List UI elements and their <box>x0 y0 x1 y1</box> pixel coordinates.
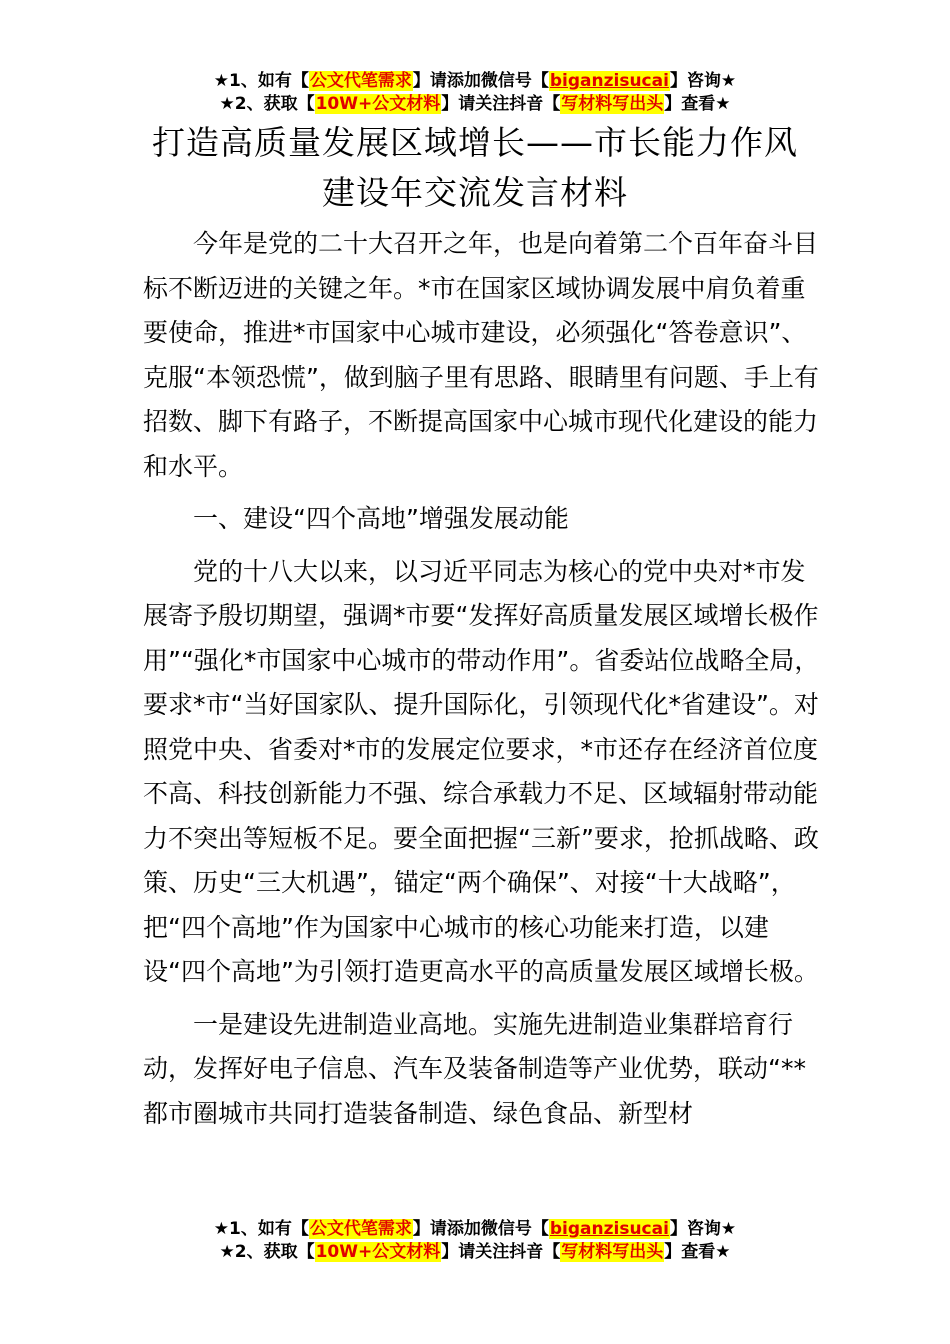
section-heading: 一、建设“四个高地”增强发展动能 <box>193 504 569 533</box>
paragraph: 一是建设先进制造业高地。实施先进制造业集群培育行动，发挥好电子信息、汽车及装备制造等产业优势，联动“**都市圈城市共同打造装备制造、绿色食品、新型材 <box>143 1009 806 1128</box>
banner-text: ★2、获取【 <box>219 1242 315 1262</box>
banner-text: 】请关注抖音【 <box>441 1242 561 1262</box>
title-line-1: 打造高质量发展区域增长——市长能力作风 <box>152 123 798 162</box>
douyin-highlight: 写材料写出头 <box>561 94 664 114</box>
banner-text: 】咨询★ <box>669 71 737 91</box>
banner-highlight: 10W+公文材料 <box>315 1242 441 1262</box>
banner-text: 】请添加微信号【 <box>412 71 549 91</box>
footer-banner <box>0 1218 950 1264</box>
banner-highlight: 公文代笔需求 <box>309 71 412 91</box>
wechat-id-highlight: biganzisucai <box>549 71 669 91</box>
banner-highlight: 公文代笔需求 <box>309 1219 412 1239</box>
banner-text: ★2、获取【 <box>219 94 315 114</box>
banner-text: 】请关注抖音【 <box>441 94 561 114</box>
paragraph: 今年是党的二十大召开之年，也是向着第二个百年奋斗目标不断迈进的关键之年。*市在国家区域协调发展中肩负着重要使命，推进*市国家中心城市建设，必须强化“答卷意识”、克服“本领恐慌”，做到脑子里有思路、眼睛里有问题、手上有招数、脚下有路子，不断提高国家中心城市现代化建设的能力和水平。 <box>143 229 819 481</box>
banner-text: 】查看★ <box>664 1242 731 1262</box>
banner-text: 】请添加微信号【 <box>412 1219 549 1239</box>
header-banner <box>0 70 950 116</box>
banner-text: ★1、如有【 <box>213 1219 309 1239</box>
wechat-id-highlight: biganzisucai <box>549 1219 669 1239</box>
banner-line-2 <box>0 93 950 116</box>
banner-text: ★1、如有【 <box>213 71 309 91</box>
banner-highlight: 10W+公文材料 <box>315 94 441 114</box>
title-line-2: 建设年交流发言材料 <box>322 173 628 212</box>
banner-line-1 <box>0 1218 950 1241</box>
banner-line-1 <box>0 70 950 93</box>
banner-text: 】查看★ <box>664 94 731 114</box>
douyin-highlight: 写材料写出头 <box>561 1242 664 1262</box>
banner-text: 】咨询★ <box>669 1219 737 1239</box>
document-body <box>143 222 823 1136</box>
banner-line-2 <box>0 1241 950 1264</box>
paragraph: 党的十八大以来，以习近平同志为核心的党中央对*市发展寄予殷切期望，强调*市要“发挥好高质量发展区域增长极作用”“强化*市国家中心城市的带动作用”。省委站位战略全局，要求*市“当好国家队、提升国际化，引领现代化*省建设”。对照党中央、省委对*市的发展定位要求，*市还存在经济首位度不高、科技创新能力不强、综合承载力不足、区域辐射带动能力不突出等短板不足。要全面把握“三新”要求，抢抓战略、政策、历史“三大机遇”，锚定“两个确保”、对接“十大战略”，把“四个高地”作为国家中心城市的核心功能来打造，以建设“四个高地”为引领打造更高水平的高质量发展区域增长极。 <box>143 556 820 986</box>
document-title <box>0 118 950 218</box>
